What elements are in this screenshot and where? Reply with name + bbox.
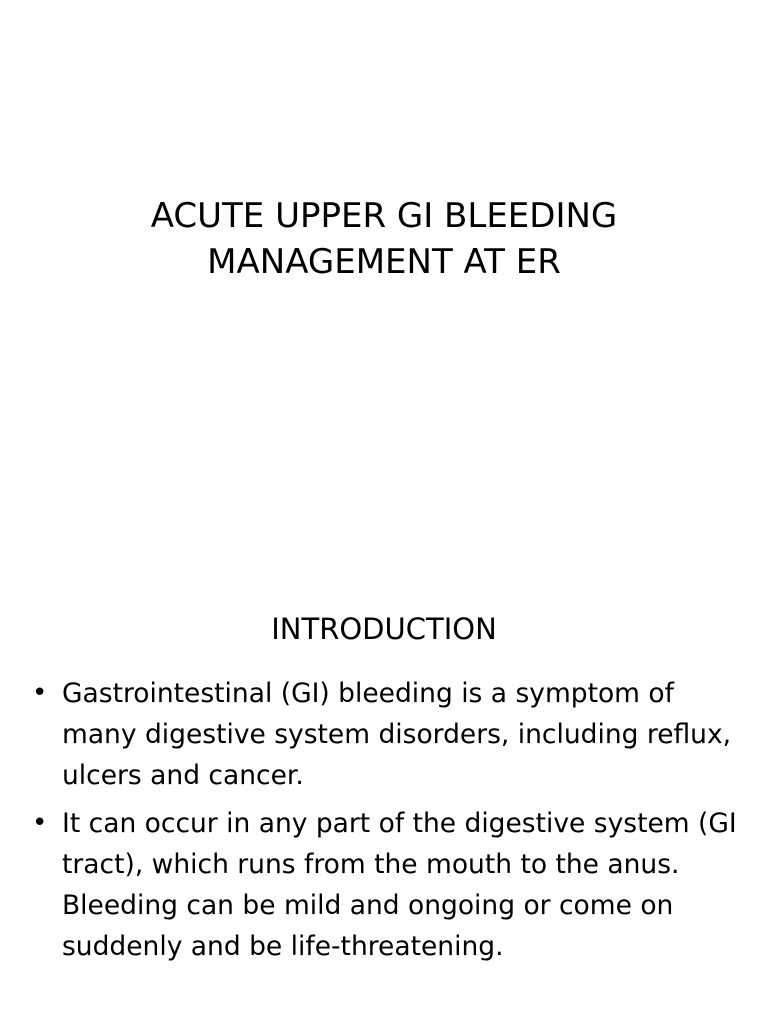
slide-title-line-1: ACUTE UPPER GI BLEEDING <box>150 196 618 236</box>
bullet-item <box>26 673 756 796</box>
bullet-text: It can occur in any part of the digestive system (GI tract), which runs from the mouth to the anus. Bleeding can be mild and ongoing or come on suddenly and be life-threatening. <box>62 808 737 962</box>
bullet-icon: • <box>32 678 48 708</box>
slide-title-line-2: MANAGEMENT AT ER <box>207 242 561 282</box>
slide-title <box>0 193 768 285</box>
bullet-item <box>26 803 756 967</box>
bullet-list <box>26 673 756 974</box>
bullet-text: Gastrointestinal (GI) bleeding is a symptom of many digestive system disorders, including reflux, ulcers and cancer. <box>62 678 732 791</box>
bullet-icon: • <box>32 808 48 838</box>
section-heading: INTRODUCTION <box>271 612 497 646</box>
